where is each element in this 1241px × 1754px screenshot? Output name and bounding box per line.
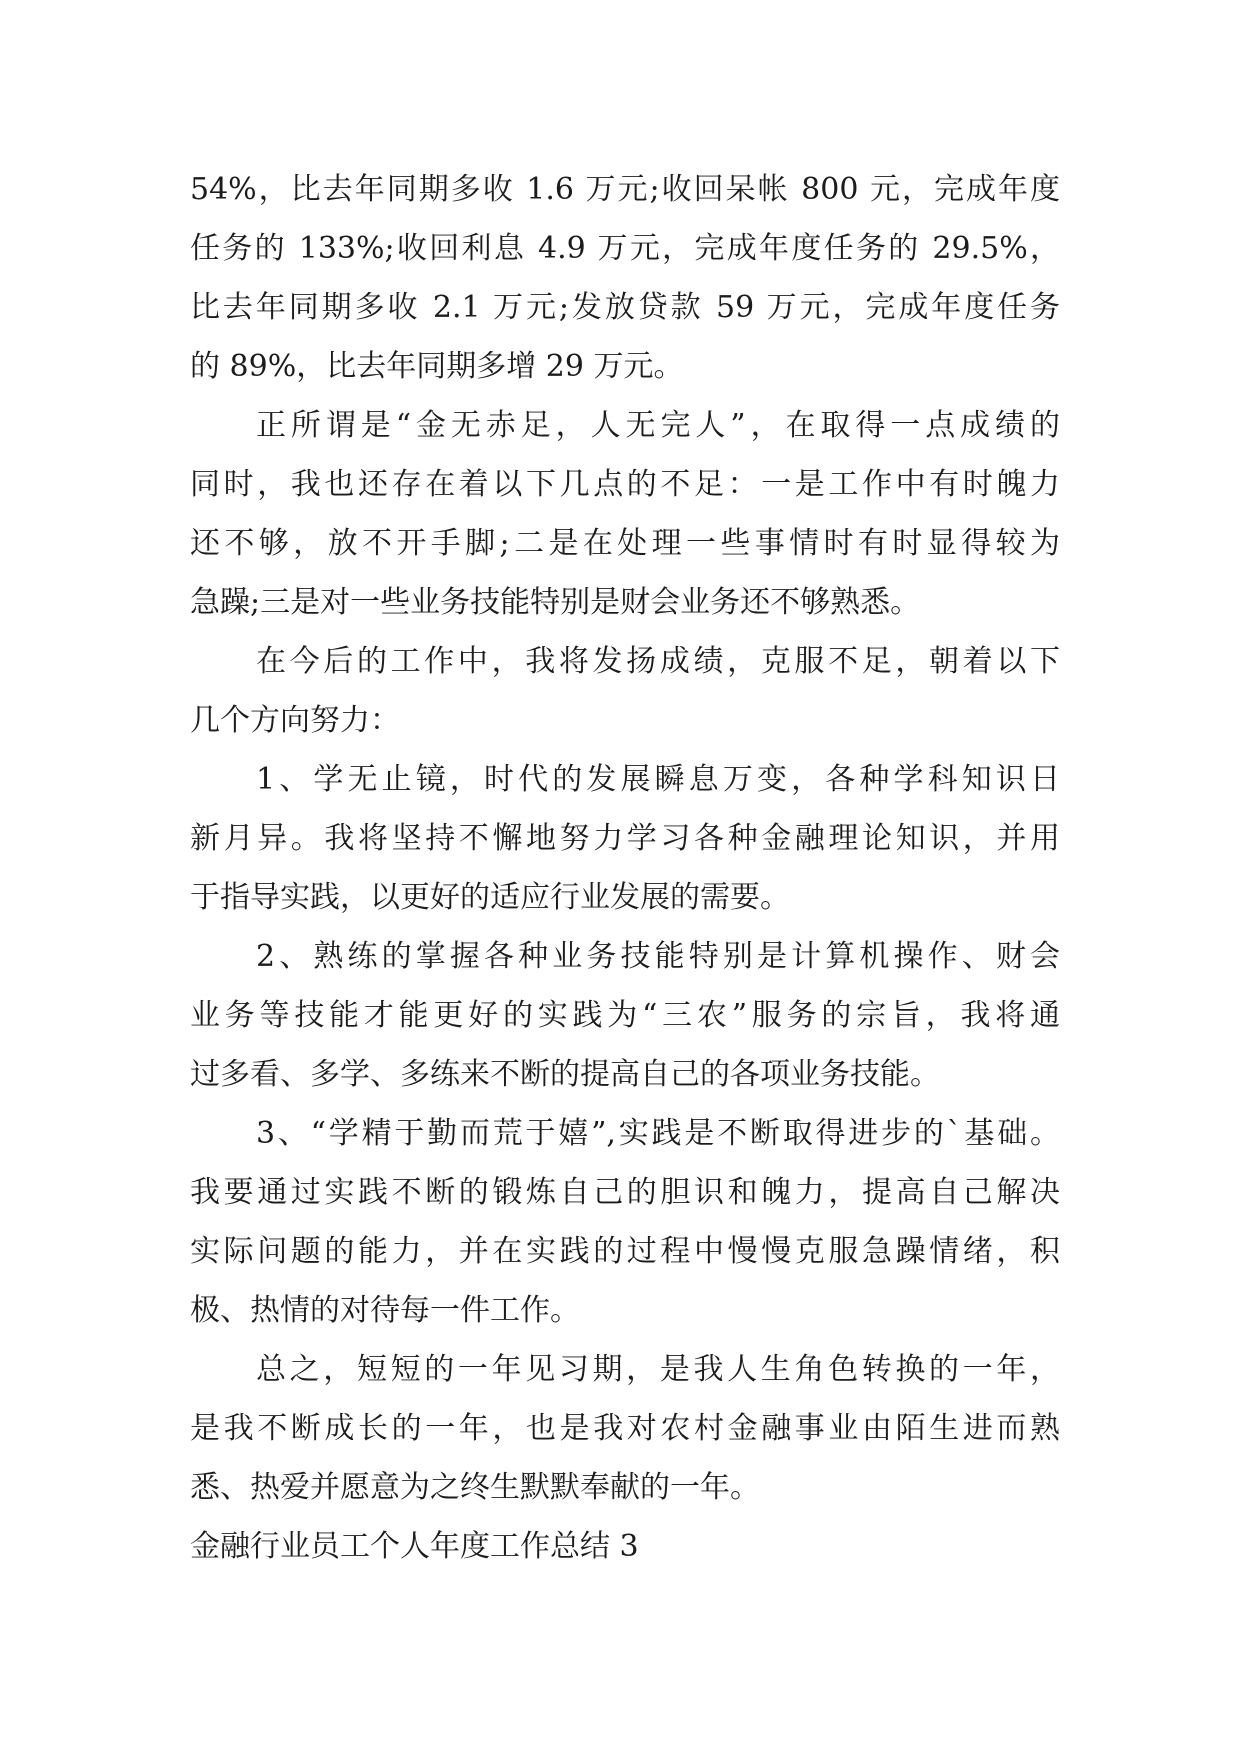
- text-line: 急躁;三是对一些业务技能特别是财会业务还不够熟悉。: [190, 585, 921, 620]
- paragraph-3: [190, 632, 1060, 750]
- paragraph-4: [190, 750, 1060, 927]
- text-line: 过多看、多学、多练来不断的提高自己的各项业务技能。: [190, 1057, 940, 1092]
- text-line: 悉、热爱并愿意为之终生默默奉献的一年。: [190, 1470, 760, 1505]
- text-line: 比去年同期多收 2.1 万元;发放贷款 59 万元，完成年度任务: [190, 290, 1060, 325]
- text-line: 业务等技能才能更好的实践为“三农”服务的宗旨，我将通: [190, 998, 1060, 1033]
- text-line: 我要通过实践不断的锻炼自己的胆识和魄力，提高自己解决: [190, 1175, 1060, 1210]
- text-line: 是我不断成长的一年，也是我对农村金融事业由陌生进而熟: [190, 1411, 1060, 1446]
- paragraph-1: [190, 160, 1060, 396]
- text-line: 在今后的工作中，我将发扬成绩，克服不足，朝着以下: [256, 644, 1060, 679]
- text-line: 几个方向努力：: [190, 703, 400, 738]
- text-line: 新月异。我将坚持不懈地努力学习各种金融理论知识，并用: [190, 821, 1060, 856]
- text-line: 还不够，放不开手脚;二是在处理一些事情时有时显得较为: [190, 526, 1060, 561]
- text-line: 极、热情的对待每一件工作。: [190, 1293, 580, 1328]
- text-line: 总之，短短的一年见习期，是我人生角色转换的一年，: [256, 1352, 1060, 1387]
- text-line: 54%，比去年同期多收 1.6 万元;收回呆帐 800 元，完成年度: [190, 172, 1060, 207]
- text-line: 的 89%，比去年同期多增 29 万元。: [190, 349, 684, 384]
- paragraph-7: [190, 1340, 1060, 1517]
- text-line: 于指导实践，以更好的适应行业发展的需要。: [190, 880, 790, 915]
- paragraph-6: [190, 1104, 1060, 1340]
- section-heading: 金融行业员工个人年度工作总结 3: [190, 1529, 639, 1564]
- text-line: 实际问题的能力，并在实践的过程中慢慢克服急躁情绪，积: [190, 1234, 1060, 1269]
- text-line: 1、学无止镜，时代的发展瞬息万变，各种学科知识日: [256, 762, 1060, 797]
- text-line: 正所谓是“金无赤足，人无完人”，在取得一点成绩的: [256, 408, 1060, 443]
- document-body: [190, 160, 1060, 1576]
- text-line: 同时，我也还存在着以下几点的不足：一是工作中有时魄力: [190, 467, 1060, 502]
- paragraph-2: [190, 396, 1060, 632]
- paragraph-5: [190, 927, 1060, 1104]
- text-line: 任务的 133%;收回利息 4.9 万元，完成年度任务的 29.5%，: [190, 231, 1060, 266]
- text-line: 2、熟练的掌握各种业务技能特别是计算机操作、财会: [256, 939, 1060, 974]
- text-line: 3、“学精于勤而荒于嬉”,实践是不断取得进步的`基础。: [256, 1116, 1060, 1151]
